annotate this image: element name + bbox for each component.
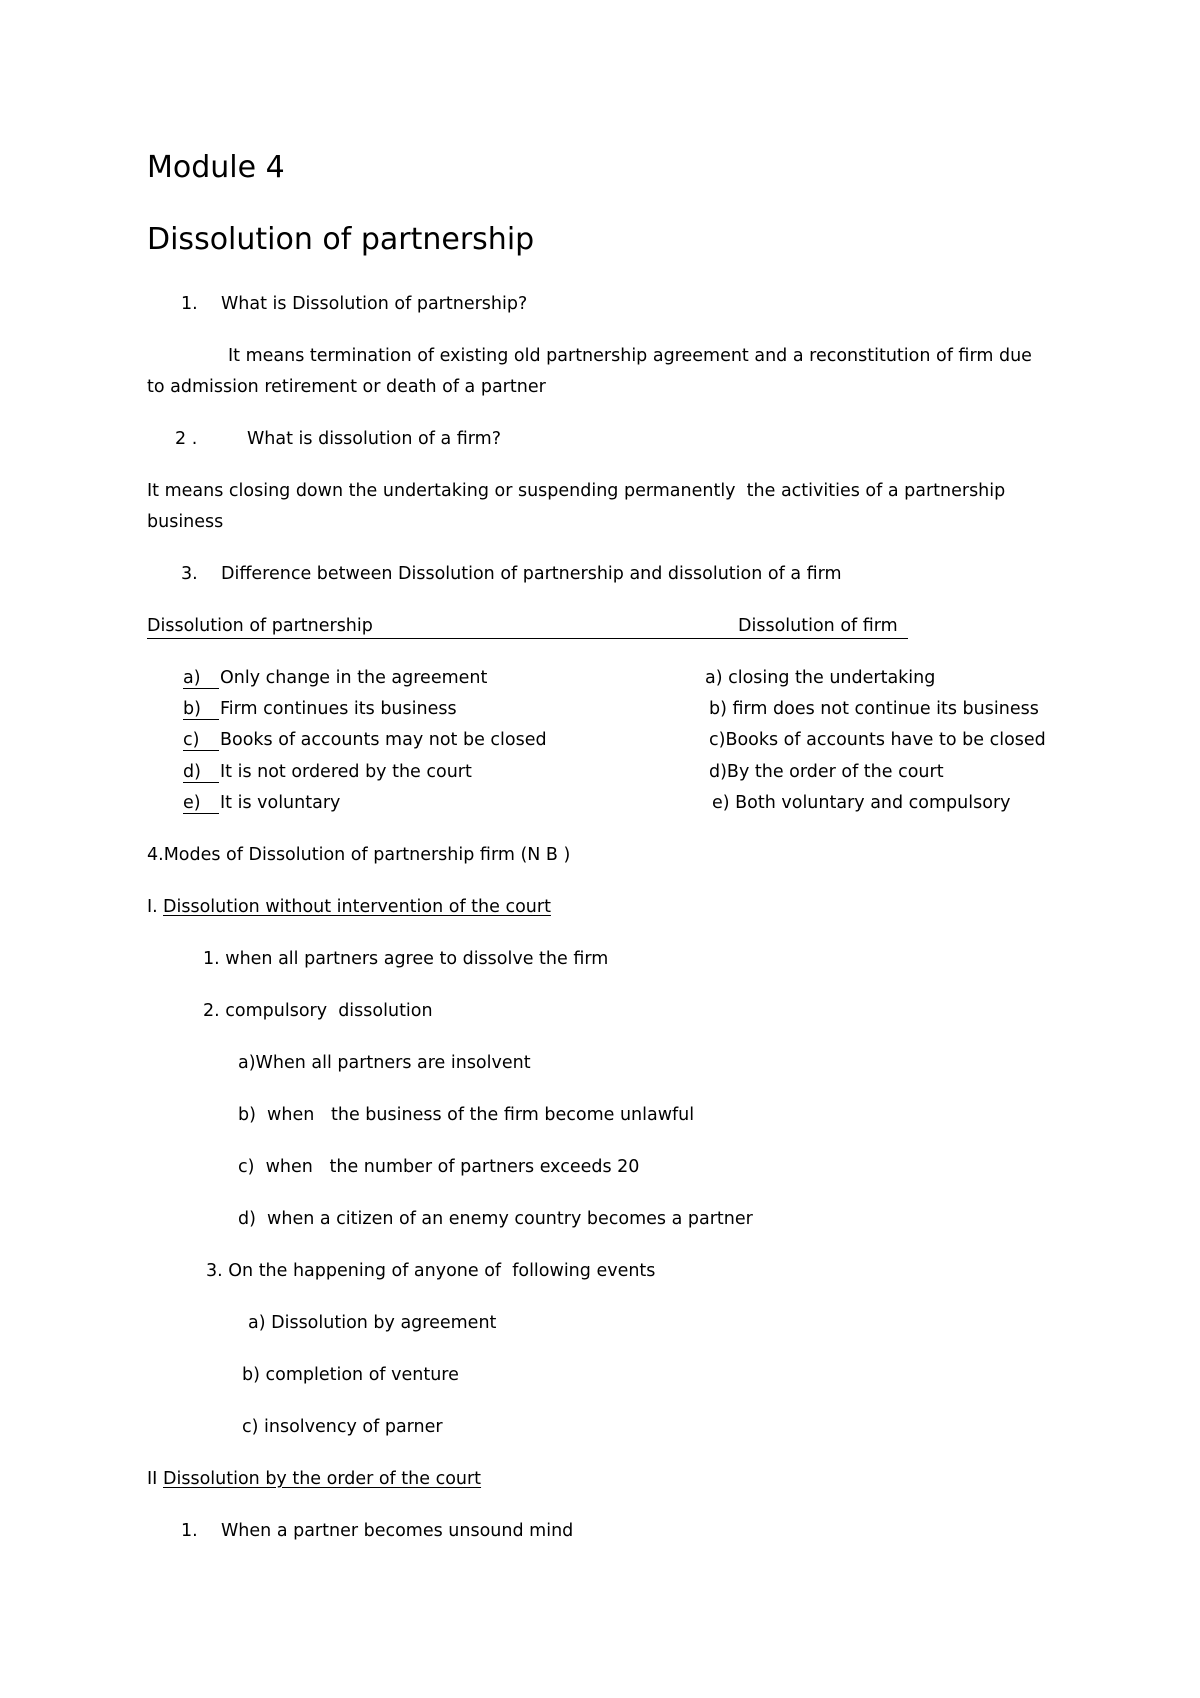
section1-item2-sub-a: a)When all partners are insolvent xyxy=(238,1053,531,1073)
q1-answer-line1: It means termination of existing old partnership agreement and a reconstitution of firm due xyxy=(228,346,1032,366)
q2-question: What is dissolution of a firm? xyxy=(247,429,501,449)
q3-question: Difference between Dissolution of partnership and dissolution of a firm xyxy=(221,564,842,584)
q4-heading: 4.Modes of Dissolution of partnership firm (N B ) xyxy=(147,845,571,865)
section1-prefix: I. xyxy=(147,897,158,917)
q2-number: 2 . xyxy=(175,429,198,449)
comparison-left-text-c: Books of accounts may not be closed xyxy=(220,730,547,750)
q1-question: What is Dissolution of partnership? xyxy=(221,294,528,314)
q3-number: 3. xyxy=(181,564,198,584)
section1-item3-sub-b: b) completion of venture xyxy=(242,1365,459,1385)
comparison-left-marker-e: e) xyxy=(183,791,219,814)
section2-heading: Dissolution by the order of the court xyxy=(163,1469,482,1489)
section2-item1-number: 1. xyxy=(181,1521,198,1541)
comparison-left-text-a: Only change in the agreement xyxy=(220,668,488,688)
comparison-right-header: Dissolution of firm xyxy=(738,616,898,636)
section1-item2-sub-c: c) when the number of partners exceeds 20 xyxy=(238,1157,640,1177)
comparison-left-header: Dissolution of partnership xyxy=(147,616,373,636)
section2-prefix: II xyxy=(147,1469,158,1489)
section1-item3-sub-c: c) insolvency of parner xyxy=(242,1417,443,1437)
comparison-right-text-b: b) firm does not continue its business xyxy=(709,699,1039,719)
comparison-left-text-b: Firm continues its business xyxy=(220,699,457,719)
document-title: Module 4 xyxy=(147,150,285,185)
section1-heading: Dissolution without intervention of the court xyxy=(163,897,551,917)
comparison-right-text-e: e) Both voluntary and compulsory xyxy=(712,793,1011,813)
comparison-right-text-a: a) closing the undertaking xyxy=(705,668,936,688)
comparison-left-marker-b: b) xyxy=(183,697,219,720)
comparison-right-text-c: c)Books of accounts have to be closed xyxy=(709,730,1046,750)
section1-item2: 2. compulsory dissolution xyxy=(203,1001,433,1021)
q2-answer-line2: business xyxy=(147,512,224,532)
comparison-left-text-d: It is not ordered by the court xyxy=(220,762,472,782)
document-subtitle: Dissolution of partnership xyxy=(147,222,535,257)
q1-answer-line2: to admission retirement or death of a partner xyxy=(147,377,546,397)
q1-number: 1. xyxy=(181,294,198,314)
comparison-left-text-e: It is voluntary xyxy=(220,793,341,813)
comparison-left-marker-d: d) xyxy=(183,760,219,783)
section1-item2-sub-b: b) when the business of the firm become unlawful xyxy=(238,1105,695,1125)
section1-item3-sub-a: a) Dissolution by agreement xyxy=(248,1313,497,1333)
section2-item1-text: When a partner becomes unsound mind xyxy=(221,1521,574,1541)
comparison-left-marker-c: c) xyxy=(183,728,219,751)
section1-item3: 3. On the happening of anyone of following events xyxy=(206,1261,656,1281)
q2-answer-line1: It means closing down the undertaking or suspending permanently the activities of a partnership xyxy=(147,481,1006,501)
section1-item2-sub-d: d) when a citizen of an enemy country becomes a partner xyxy=(238,1209,753,1229)
section1-item1: 1. when all partners agree to dissolve the firm xyxy=(203,949,609,969)
comparison-right-text-d: d)By the order of the court xyxy=(709,762,944,782)
comparison-left-marker-a: a) xyxy=(183,666,219,689)
